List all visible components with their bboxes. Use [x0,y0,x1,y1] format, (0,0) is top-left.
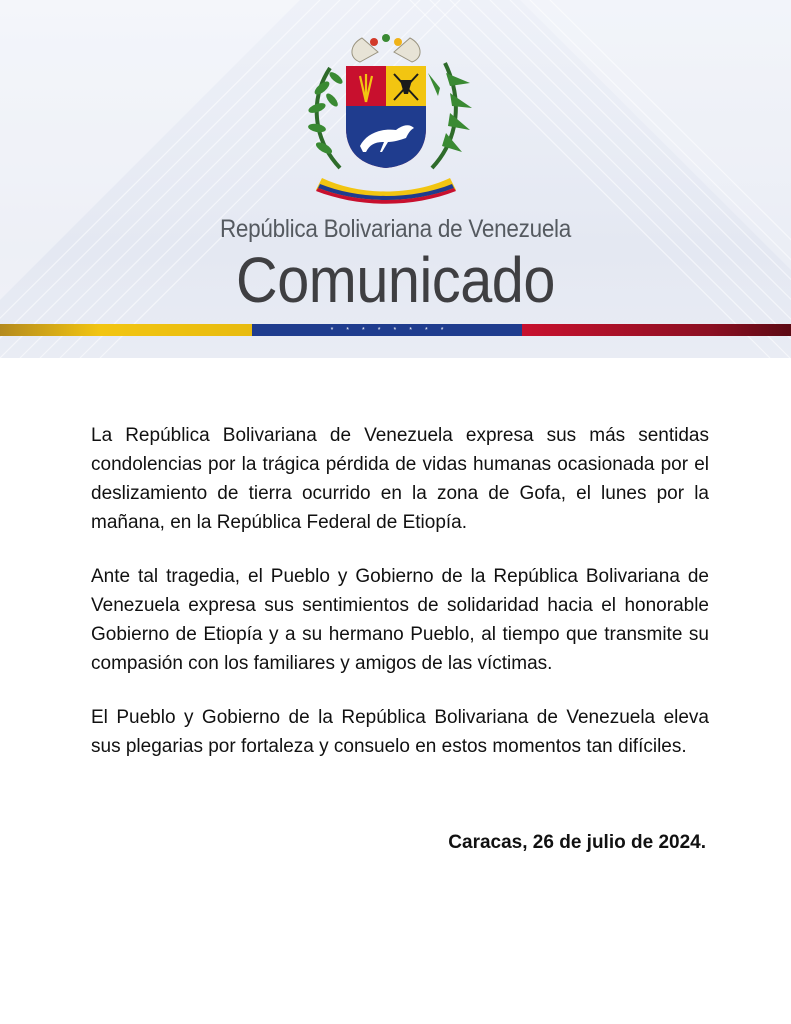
communique-body [91,421,709,786]
star-icon: * [330,326,334,334]
stripe-blue-segment [252,324,522,336]
paragraph-solidarity: Ante tal tragedia, el Pueblo y Gobierno de la República Bolivariana de Venezuela expresa sus sentimientos de solidaridad hacia el honorable Gobierno de Etiopía y a su hermano Pueblo, al tiempo que transmite su compasión con los familiares y amigos de las víctimas. [91,566,709,674]
header-subtitle: República Bolivariana de Venezuela [219,215,572,243]
star-icon: * [424,326,428,334]
place-and-date: Caracas, 26 de julio de 2024. [448,832,706,853]
flag-color-stripe [0,324,791,336]
paragraph-condolences: La República Bolivariana de Venezuela expresa sus más sentidas condolencias por la trágica pérdida de vidas humanas ocasionada por el deslizamiento de tierra ocurrido en la zona de Gofa, el lunes por la mañana, en la República Federal de Etiopía. [91,425,709,533]
star-icon: * [440,326,444,334]
header-banner [0,0,791,358]
star-icon: * [393,326,397,334]
stripe-red-segment [522,324,791,336]
star-icon: * [362,326,365,334]
coat-of-arms-icon [300,28,472,210]
header-title: Comunicado [236,244,555,316]
star-icon: * [346,326,350,334]
star-icon: * [377,326,381,334]
paragraph-prayers: El Pueblo y Gobierno de la República Bolivariana de Venezuela eleva sus plegarias por fortaleza y consuelo en estos momentos tan difíciles. [91,707,709,757]
stripe-yellow-segment [0,324,252,336]
star-icon: * [409,326,412,334]
